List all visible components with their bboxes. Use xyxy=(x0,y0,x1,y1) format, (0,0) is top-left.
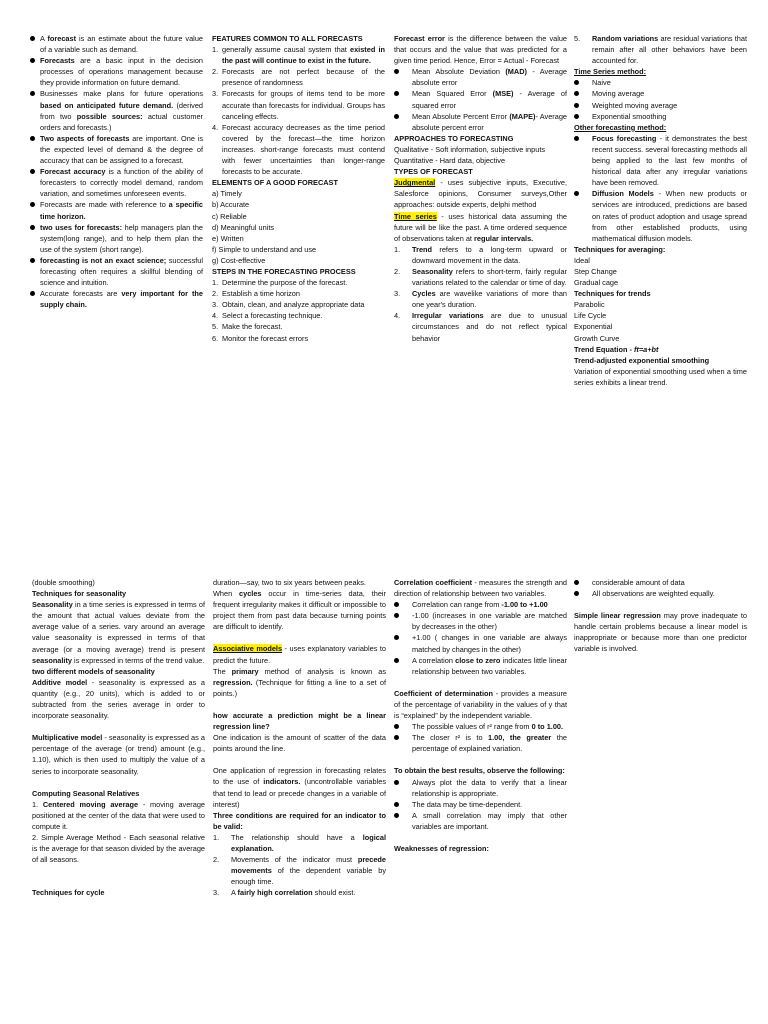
bullet-icon xyxy=(394,635,399,640)
bullet-icon xyxy=(30,225,35,230)
para-centered-moving-average: 1. Centered moving average - moving average positioned at the center of the data that were used to compute it. xyxy=(32,799,205,831)
bullet-two-uses: two uses for forecasts: help managers plan the system(long range), and to help them plan the use of the system (short range). xyxy=(30,222,203,255)
para-simple-linear-regression: Simple linear regression may prove inadequate to handle certain problems because a linear model is inappropriate or because more than one predictor variable is involved. xyxy=(574,611,747,654)
bullet-icon xyxy=(394,813,399,818)
bullet-two-aspects: Two aspects of forecasts are important. One is the expected level of demand & the degree of accuracy that can be assigned to a forecast. xyxy=(30,133,203,166)
element-f: f) Simple to understand and use xyxy=(212,244,317,254)
para-quantitative: Quantitative - Hard data, objective xyxy=(394,156,506,166)
para-scatter: One indication is the amount of scatter of the data points around the line. xyxy=(213,733,386,754)
feature-1: 1. generally assume causal system that existed in the past will continue to exist in the future. xyxy=(212,45,385,66)
feature-2: 2. Forecasts are not perfect because of the presence of randomness xyxy=(212,67,385,88)
heading-regression-accuracy: how accurate a prediction might be a linear regression line? xyxy=(213,710,386,732)
para-additive-model: Additive model - seasonality is expressed as a quantity (e.g., 20 units), which is added to or subtracted from the series average in order to incorporate seasonality. xyxy=(32,677,205,721)
method-exponential-smoothing: Exponential smoothing xyxy=(574,111,747,122)
heading-techniques-trends: Techniques for trends xyxy=(574,289,651,299)
column-methods-techniques xyxy=(574,33,747,388)
bullet-forecast-definition: A forecast is an estimate about the future value of a variable such as demand. xyxy=(30,33,203,55)
step-4: 4. Select a forecasting technique. xyxy=(212,311,323,321)
para-cycles-irregularity: When cycles occur in time-series data, their frequent irregularity makes it difficult or impossible to project them from past data because turning points are difficult to identify. xyxy=(213,589,386,632)
bullet-icon xyxy=(394,724,399,729)
bullet-icon xyxy=(394,69,399,74)
heading-seasonal-relatives: Computing Seasonal Relatives xyxy=(32,788,140,798)
bullet-positive-one: +1.00 ( changes in one variable are always matched by changes in the other) xyxy=(394,632,567,654)
bullet-forecasts-input: Forecasts are a basic input in the decision processes of operations management because they provide information on future demand. xyxy=(30,55,203,88)
heading-three-conditions: Three conditions are required for an indicator to be valid: xyxy=(213,810,386,831)
bullet-small-correlation: A small correlation may imply that other variables are important. xyxy=(394,810,567,832)
para-coefficient-determination: Coefficient of determination - provides a measure of the percentage of variability in the values of y that is “explained” by the independent variable. xyxy=(394,688,567,721)
component-cycles: 3. Cycles are wavelike variations of more than one year's duration. xyxy=(394,289,567,310)
bullet-business-plans: Businesses make plans for future operations based on anticipated future demand. (derived from two possible sources: actual customer orders and forecasts.) xyxy=(30,88,203,132)
bullet-icon xyxy=(394,735,399,740)
component-irregular: 4. Irregular variations are due to unusual circumstances and do not reflect typical behavior xyxy=(394,311,567,343)
bullet-weighted-equally: All observations are weighted equally. xyxy=(574,588,747,599)
bullet-icon xyxy=(394,658,399,663)
column-regression-weaknesses xyxy=(574,577,747,655)
bullet-r-squared-range: The possible values of r² range from 0 to 1.00. xyxy=(394,721,567,732)
heading-approaches: APPROACHES TO FORECASTING xyxy=(394,133,514,143)
element-b: b) Accurate xyxy=(212,200,250,210)
step-5: 5. Make the forecast. xyxy=(212,322,283,332)
element-e: e) Written xyxy=(212,233,244,243)
para-associative-models: Associative models - uses explanatory variables to predict the future. xyxy=(213,644,387,665)
bullet-icon xyxy=(574,103,579,108)
condition-1: 1. The relationship should have a logical explanation. xyxy=(213,832,386,853)
heading-elements: ELEMENTS OF A GOOD FORECAST xyxy=(212,178,338,188)
heading-weaknesses: Weaknesses of regression: xyxy=(394,843,489,853)
para-correlation-coefficient: Correlation coefficient - measures the strength and direction of relationship between two variables. xyxy=(394,578,567,599)
step-6: 6. Monitor the forecast errors xyxy=(212,333,309,343)
bullet-mad: Mean Absolute Deviation (MAD) - Average absolute error xyxy=(394,66,567,88)
column-correlation xyxy=(394,577,567,854)
condition-3: 3. A fairly high correlation should exist. xyxy=(213,888,356,898)
heading-other-method: Other forecasting method: xyxy=(574,122,667,132)
bullet-time-dependent: The data may be time-dependent. xyxy=(394,799,567,810)
bullet-icon xyxy=(394,802,399,807)
step-1: 1. Determine the purpose of the forecast. xyxy=(212,278,348,288)
heading-features: FEATURES COMMON TO ALL FORECASTS xyxy=(212,34,363,43)
bullet-correlation-range: Correlation can range from -1.00 to +1.00 xyxy=(394,599,567,610)
bullet-close-to-zero: A correlation close to zero indicates little linear relationship between two variables. xyxy=(394,655,567,677)
method-naive: Naive xyxy=(574,77,747,88)
column-forecast-basics xyxy=(30,33,203,310)
step-2: 2. Establish a time horizon xyxy=(212,289,300,299)
para-double-smoothing: (double smoothing) xyxy=(32,578,95,587)
para-judgmental: Judgmental - uses subjective inputs, Executive, Salesforce opinions, Consumer surveys,Other approaches: outside experts, delphi method xyxy=(394,178,567,210)
bullet-icon xyxy=(394,613,399,618)
condition-2: 2. Movements of the indicator must precede movements of the dependent variable by enough time. xyxy=(213,855,386,887)
trend-life-cycle: Life Cycle xyxy=(574,311,607,321)
heading-techniques-cycle: Techniques for cycle xyxy=(32,888,105,898)
bullet-icon xyxy=(394,114,399,119)
bullet-not-exact-science: forecasting is not an exact science; successful forecasting often requires a skillful blending of science and intuition. xyxy=(30,255,203,288)
element-c: c) Reliable xyxy=(212,211,247,221)
bullet-icon xyxy=(30,58,35,63)
bullet-icon xyxy=(574,580,579,585)
para-seasonality: Seasonality in a time series is expressed in terms of the amount that actual values deviate from the average value of a series. vary around an average value seasonality is expressed in terms of that average (or a moving average) trend is present seasonality is expressed in terms of the trend value. xyxy=(32,600,205,665)
bullet-icon xyxy=(394,780,399,785)
bullet-time-horizon: Forecasts are made with reference to a specific time horizon. xyxy=(30,199,203,221)
para-forecast-error: Forecast error is the difference between the value that occurs and the value that was predicted for a given time period. Hence, Error = Actual - Forecast xyxy=(394,34,568,66)
para-qualitative: Qualitative - Soft information, subjective inputs xyxy=(394,144,546,154)
heading-time-series-method: Time Series method: xyxy=(574,67,647,77)
para-cycle-duration: duration—say, two to six years between peaks. xyxy=(213,578,366,587)
bullet-icon xyxy=(574,80,579,85)
element-a: a) Timely xyxy=(212,189,242,199)
method-focus-forecasting: Focus forecasting - it demonstrates the best recent success. several forecasting methods all being applied to the last few months of historical data after any irregular variations have been removed. xyxy=(574,133,747,188)
para-regression: The primary method of analysis is known as regression. (Technique for fitting a line to a set of points.) xyxy=(213,666,386,698)
para-trend-adjusted: Variation of exponential smoothing used when a time series exhibits a linear trend. xyxy=(574,366,747,387)
heading-techniques-seasonality: Techniques for seasonality xyxy=(32,589,127,599)
bullet-mape: Mean Absolute Percent Error (MAPE)- Average absolute percent error xyxy=(394,111,567,133)
trend-exponential: Exponential xyxy=(574,322,613,332)
column-cycles-associative xyxy=(213,577,386,898)
bullet-mse: Mean Squared Error (MSE) - Average of squared error xyxy=(394,88,567,110)
column-errors-types xyxy=(394,33,567,344)
para-time-series: Time series - uses historical data assuming the future will be like the past. A time ordered sequence of observations taken at regular intervals. xyxy=(394,211,567,243)
bullet-icon xyxy=(574,136,579,141)
bullet-icon xyxy=(30,36,35,41)
bullet-considerable-data: considerable amount of data xyxy=(574,577,747,588)
para-multiplicative-model: Multiplicative model - seasonality is expressed as a percentage of the average (or trend) amount (e.g., 1.10), which is then used to multiply the value of a series to incorporate seasonality. xyxy=(32,733,205,776)
heading-trend-adjusted: Trend-adjusted exponential smoothing xyxy=(574,355,710,365)
method-diffusion-models: Diffusion Models - When new products or services are introduced, predictions are based on rates of product adoption and usage spread from other established products, using mathematical diffusion models. xyxy=(574,188,747,243)
bullet-icon xyxy=(30,258,35,263)
bullet-forecast-accuracy: Forecast accuracy is a function of the ability of forecasters to correctly model demand, random variation, and sometimes unforeseen events. xyxy=(30,166,203,199)
component-seasonality: 2. Seasonality refers to short-term, fairly regular variations related to the calendar or time of day. xyxy=(394,266,567,288)
method-moving-average: Moving average xyxy=(574,88,747,99)
column-features-elements-steps xyxy=(212,33,385,344)
bullet-icon xyxy=(574,91,579,96)
column-seasonality xyxy=(32,577,205,898)
element-d: d) Meaningful units xyxy=(212,222,275,232)
element-g: g) Cost-effective xyxy=(212,255,266,265)
trend-parabolic: Parabolic xyxy=(574,300,605,310)
bullet-icon xyxy=(30,169,35,174)
heading-types: TYPES OF FORECAST xyxy=(394,167,473,177)
step-3: 3. Obtain, clean, and analyze appropriate data xyxy=(212,300,365,310)
bullet-icon xyxy=(394,91,399,96)
trend-equation: Trend Equation - ft=a+bt xyxy=(574,344,659,354)
bullet-r-squared-closer: The closer r² is to 1.00, the greater the percentage of explained variation. xyxy=(394,732,567,754)
bullet-icon xyxy=(30,136,35,141)
component-random: 5. Random variations are residual variations that remain after all other behaviors have been accounted for. xyxy=(574,34,748,66)
para-simple-average: 2. Simple Average Method - Each seasonal relative is the average for that season divided by the average of all seasons. xyxy=(32,832,205,865)
component-trend: 1. Trend refers to a long-term upward or downward movement in the data. xyxy=(394,244,567,265)
bullet-icon xyxy=(574,114,579,119)
para-indicators: One application of regression in forecasting relates to the use of indicators. (uncontrollable variables that tend to lead or precede changes in a variable of interest) xyxy=(213,766,386,809)
bullet-icon xyxy=(574,191,579,196)
feature-4: 4. Forecast accuracy decreases as the time period covered by the forecast—the time horizon increases. short-range forecasts must contend with fewer uncertainties than longer-range forecasts to be accurate. xyxy=(212,122,385,177)
heading-best-results: To obtain the best results, observe the following: xyxy=(394,766,565,776)
feature-3: 3. Forecasts for groups of items tend to be more accurate than forecasts for individual. Groups has canceling effects. xyxy=(212,89,385,121)
heading-two-models: two different models of seasonality xyxy=(32,666,155,676)
averaging-gradual: Gradual cage xyxy=(574,278,619,288)
averaging-ideal: Ideal xyxy=(574,255,590,265)
bullet-icon xyxy=(30,291,35,296)
bullet-negative-one: -1.00 (increases in one variable are matched by decreases in the other) xyxy=(394,610,567,632)
bullet-supply-chain: Accurate forecasts are very important for the supply chain. xyxy=(30,288,203,310)
bullet-icon xyxy=(574,591,579,596)
method-weighted-moving-average: Weighted moving average xyxy=(574,100,747,111)
bullet-icon xyxy=(394,602,399,607)
heading-steps: STEPS IN THE FORECASTING PROCESS xyxy=(212,266,356,276)
bullet-plot-data: Always plot the data to verify that a linear relationship is appropriate. xyxy=(394,777,567,799)
heading-techniques-averaging: Techniques for averaging: xyxy=(574,244,666,254)
averaging-step-change: Step Change xyxy=(574,266,617,276)
bullet-icon xyxy=(30,202,35,207)
bullet-icon xyxy=(30,91,35,96)
trend-growth-curve: Growth Curve xyxy=(574,333,620,343)
